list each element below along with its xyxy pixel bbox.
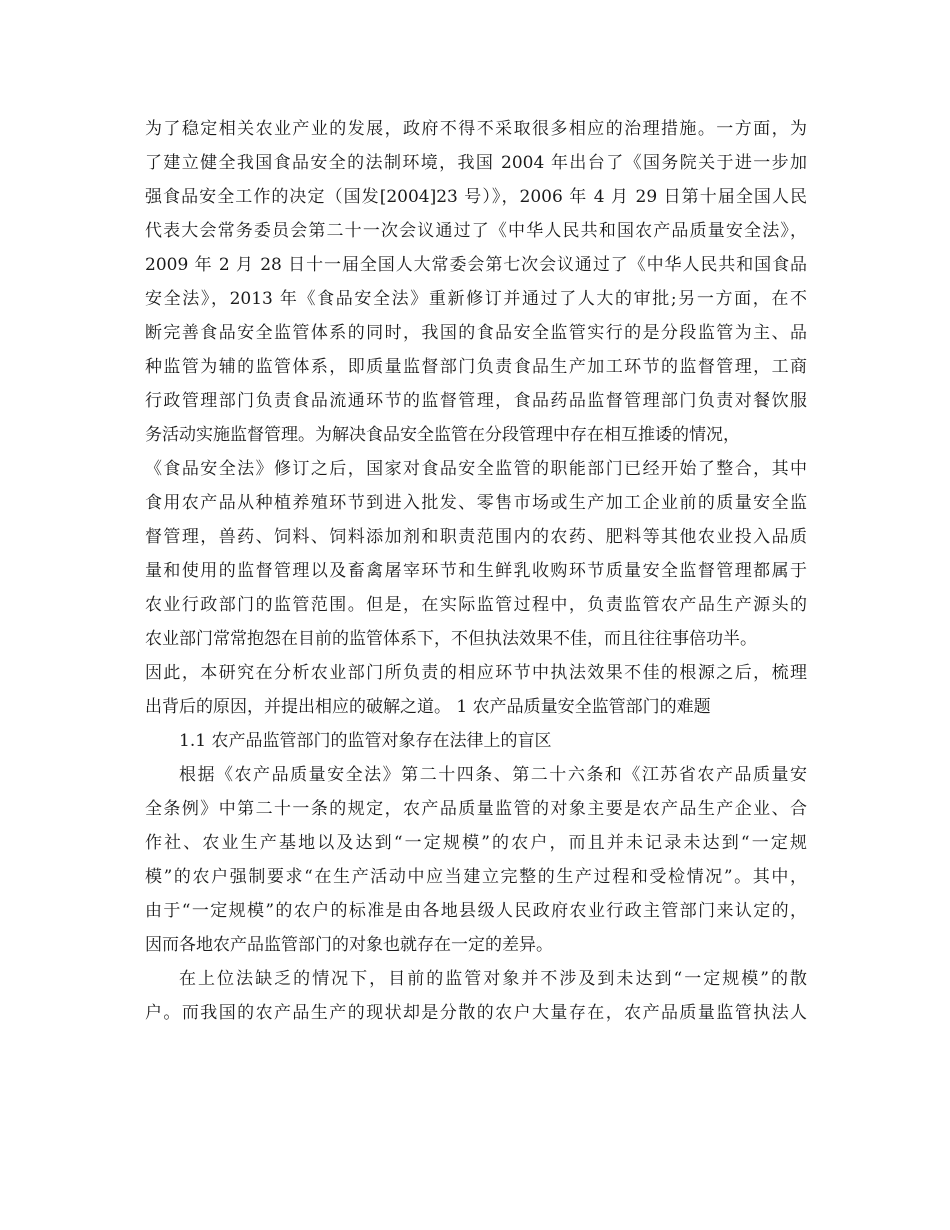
text-line: 为了稳定相关农业产业的发展，政府不得不采取很多相应的治理措施。一方面，为 (145, 119, 807, 139)
text-line: 全条例》中第二十一条的规定，农产品质量监管的对象主要是农产品生产企业、合 (145, 799, 807, 819)
text-line: 《食品安全法》修订之后，国家对食品安全监管的职能部门已经开始了整合，其中 (145, 459, 807, 479)
text-line: 量和使用的监督管理以及畜禽屠宰环节和生鲜乳收购环节质量安全监督管理都属于 (145, 561, 807, 581)
text-line: 因而各地农产品监管部门的对象也就存在一定的差异。 (145, 935, 553, 955)
text-line: 行政管理部门负责食品流通环节的监督管理，食品药品监督管理部门负责对餐饮服 (145, 391, 807, 411)
text-line: 2009 年 2 月 28 日十一届全国人大常委会第七次会议通过了《中华人民共和国食品 (145, 255, 807, 275)
text-line: 由于“一定规模”的农户的标准是由各地县级人民政府农业行政主管部门来认定的， (145, 901, 807, 921)
text-line: 强食品安全工作的决定（国发[2004]23 号）》，2006 年 4 月 29 日第十届全国人民 (145, 187, 807, 207)
text-line: 户。而我国的农产品生产的现状却是分散的农户大量存在，农产品质量监管执法人 (145, 1003, 807, 1023)
text-line: 农业行政部门的监管范围。但是，在实际监管过程中，负责监管农产品生产源头的 (145, 595, 807, 615)
text-line: 模”的农户强制要求“在生产活动中应当建立完整的生产过程和受检情况”。其中， (145, 867, 807, 887)
body-text (145, 112, 807, 1030)
text-line: 在上位法缺乏的情况下，目前的监管对象并不涉及到未达到“一定规模”的散 (179, 969, 807, 989)
text-line: 出背后的原因，并提出相应的破解之道。 1 农产品质量安全监管部门的难题 (145, 697, 711, 717)
text-line: 安全法》，2013 年《食品安全法》重新修订并通过了人大的审批;另一方面，在不 (145, 289, 807, 309)
text-line: 断完善食品安全监管体系的同时，我国的食品安全监管实行的是分段监管为主、品 (145, 323, 807, 343)
text-line: 了建立健全我国食品安全的法制环境，我国 2004 年出台了《国务院关于进一步加 (145, 153, 807, 173)
text-line: 食用农产品从种植养殖环节到进入批发、零售市场或生产加工企业前的质量安全监 (145, 493, 807, 513)
text-line: 督管理，兽药、饲料、饲料添加剂和职责范围内的农药、肥料等其他农业投入品质 (145, 527, 807, 547)
text-line: 务活动实施监督管理。为解决食品安全监管在分段管理中存在相互推诿的情况， (145, 425, 740, 445)
text-line: 根据《农产品质量安全法》第二十四条、第二十六条和《江苏省农产品质量安 (179, 765, 807, 785)
text-line: 作社、农业生产基地以及达到“一定规模”的农户，而且并未记录未达到“一定规 (145, 833, 807, 853)
text-line: 因此，本研究在分析农业部门所负责的相应环节中执法效果不佳的根源之后，梳理 (145, 663, 807, 683)
text-line: 农业部门常常抱怨在目前的监管体系下，不但执法效果不佳，而且往往事倍功半。 (145, 629, 757, 649)
text-line: 代表大会常务委员会第二十一次会议通过了《中华人民共和国农产品质量安全法》， (145, 221, 807, 241)
text-line: 种监管为辅的监管体系，即质量监督部门负责食品生产加工环节的监督管理，工商 (145, 357, 807, 377)
section-heading: 1.1 农产品监管部门的监管对象存在法律上的盲区 (179, 731, 552, 751)
